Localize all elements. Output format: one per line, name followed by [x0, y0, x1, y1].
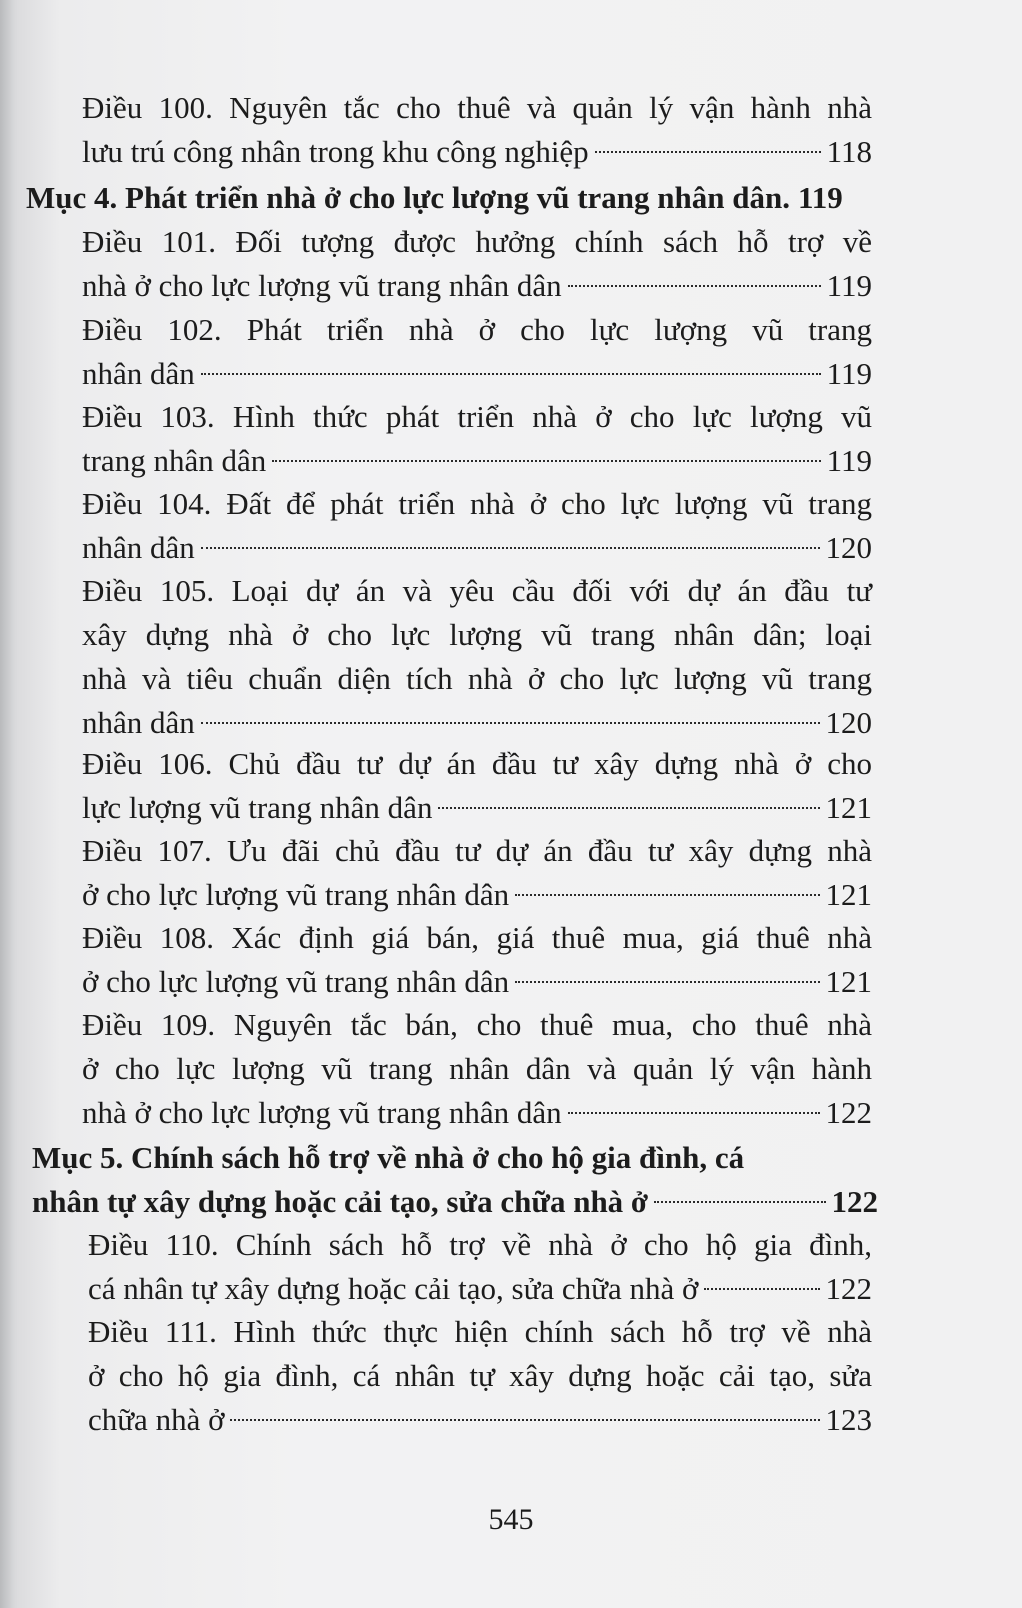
- toc-page-number: 118: [826, 134, 872, 169]
- toc-entry-line: Điều 108. Xác định giá bán, giá thuê mua, giá thuê nhà: [82, 920, 872, 955]
- toc-entry-last-line: [88, 1267, 872, 1311]
- leader-dots: [201, 722, 820, 724]
- toc-section-muc-5: [32, 1136, 878, 1224]
- toc-page-number: 120: [825, 530, 872, 565]
- toc-entry-last-line: [82, 439, 872, 483]
- toc-entry-line: chữa nhà ở: [88, 1402, 225, 1437]
- toc-entry-dieu-104: [82, 482, 872, 570]
- toc-entry-line: Điều 103. Hình thức phát triển nhà ở cho lực lượng vũ: [82, 399, 872, 434]
- toc-entry-line: trang nhân dân: [82, 443, 267, 478]
- toc-entry-dieu-108: [82, 916, 872, 1004]
- toc-page-number: 119: [826, 356, 872, 391]
- toc-entry-last-line: [82, 352, 872, 396]
- toc-section-title: nhân tự xây dựng hoặc cải tạo, sửa chữa nhà ở: [32, 1184, 649, 1219]
- leader-dots: [230, 1419, 819, 1421]
- toc-page-number: 121: [825, 964, 872, 999]
- toc-entry-line: nhân dân: [82, 705, 195, 740]
- toc-page-number: 121: [825, 790, 872, 825]
- toc-entry-last-line: [82, 130, 872, 174]
- toc-page-number: 122: [825, 1095, 872, 1130]
- toc-entry-last-line: [82, 701, 872, 745]
- toc-entry-line: nhà và tiêu chuẩn diện tích nhà ở cho lực lượng vũ trang: [82, 661, 872, 696]
- toc-entry-line: xây dựng nhà ở cho lực lượng vũ trang nhân dân; loại: [82, 617, 872, 652]
- toc-entry-line: Điều 109. Nguyên tắc bán, cho thuê mua, cho thuê nhà: [82, 1007, 872, 1042]
- leader-dots: [515, 981, 819, 983]
- page-footer-number: 545: [488, 1503, 534, 1536]
- toc-page-number: 119: [826, 268, 872, 303]
- toc-entry-dieu-102: [82, 308, 872, 396]
- toc-entry-last-line: [26, 176, 872, 220]
- leader-dots: [568, 285, 821, 287]
- toc-entry-dieu-103: [82, 395, 872, 483]
- toc-entry-last-line: [82, 786, 872, 830]
- toc-entry-dieu-111: [88, 1310, 872, 1442]
- toc-entry-dieu-106: [82, 742, 872, 830]
- toc-entry-line: Điều 110. Chính sách hỗ trợ về nhà ở cho hộ gia đình,: [88, 1227, 872, 1262]
- toc-section-muc-4: [26, 176, 872, 220]
- toc-entry-dieu-101: [82, 220, 872, 308]
- toc-entry-line: Điều 111. Hình thức thực hiện chính sách hỗ trợ về nhà: [88, 1314, 872, 1349]
- toc-entry-dieu-100: [82, 86, 872, 174]
- toc-entry-last-line: [82, 264, 872, 308]
- toc-entry-line: lực lượng vũ trang nhân dân: [82, 790, 433, 825]
- toc-page-number: 119: [826, 443, 872, 478]
- toc-page-number: 120: [825, 705, 872, 740]
- toc-entry-dieu-105: [82, 569, 872, 745]
- toc-entry-line: nhân dân: [82, 356, 195, 391]
- leader-dots: [438, 807, 819, 809]
- toc-entry-dieu-107: [82, 829, 872, 917]
- leader-dots: [654, 1201, 825, 1203]
- toc-entry-line: cá nhân tự xây dựng hoặc cải tạo, sửa chữa nhà ở: [88, 1271, 699, 1306]
- toc-page-number: 122: [831, 1184, 878, 1219]
- toc-entry-line: nhà ở cho lực lượng vũ trang nhân dân: [82, 268, 562, 303]
- leader-dots: [595, 151, 821, 153]
- toc-section-title: Mục 5. Chính sách hỗ trợ về nhà ở cho hộ gia đình, cá: [32, 1140, 745, 1175]
- leader-dots: [568, 1112, 820, 1114]
- leader-dots: [201, 373, 821, 375]
- toc-entry-line: ở cho lực lượng vũ trang nhân dân: [82, 964, 510, 999]
- toc-entry-line: Điều 105. Loại dự án và yêu cầu đối với dự án đầu tư: [82, 573, 872, 608]
- toc-entry-line: ở cho lực lượng vũ trang nhân dân và quản lý vận hành: [82, 1051, 872, 1086]
- toc-entry-line: Điều 106. Chủ đầu tư dự án đầu tư xây dựng nhà ở cho: [82, 746, 872, 781]
- toc-entry-last-line: [32, 1180, 878, 1224]
- toc-entry-dieu-110: [88, 1223, 872, 1311]
- toc-entry-last-line: [82, 1091, 872, 1135]
- toc-page-number: 122: [825, 1271, 872, 1306]
- toc-section-title: Mục 4. Phát triển nhà ở cho lực lượng vũ trang nhân dân.: [26, 180, 790, 215]
- toc-page-number: 121: [825, 877, 872, 912]
- toc-entry-last-line: [82, 873, 872, 917]
- leader-dots: [272, 460, 820, 462]
- toc-entry-line: Điều 104. Đất để phát triển nhà ở cho lực lượng vũ trang: [82, 486, 872, 521]
- toc-page-number: 119: [797, 180, 843, 215]
- toc-entry-last-line: [88, 1398, 872, 1442]
- toc-entry-line: ở cho hộ gia đình, cá nhân tự xây dựng hoặc cải tạo, sửa: [88, 1358, 872, 1393]
- leader-dots: [704, 1288, 819, 1290]
- book-spine-shadow: [0, 0, 14, 1608]
- leader-dots: [515, 894, 819, 896]
- toc-entry-line: ở cho lực lượng vũ trang nhân dân: [82, 877, 510, 912]
- toc-entry-dieu-109: [82, 1003, 872, 1135]
- toc-entry-last-line: [82, 526, 872, 570]
- toc-page-number: 123: [825, 1402, 872, 1437]
- leader-dots: [201, 547, 820, 549]
- toc-entry-last-line: [82, 960, 872, 1004]
- toc-entry-line: nhà ở cho lực lượng vũ trang nhân dân: [82, 1095, 562, 1130]
- toc-entry-line: Điều 107. Ưu đãi chủ đầu tư dự án đầu tư xây dựng nhà: [82, 833, 872, 868]
- toc-entry-line: Điều 102. Phát triển nhà ở cho lực lượng vũ trang: [82, 312, 872, 347]
- toc-entry-line: lưu trú công nhân trong khu công nghiệp: [82, 134, 589, 169]
- toc-entry-line: nhân dân: [82, 530, 195, 565]
- toc-entry-line: Điều 101. Đối tượng được hưởng chính sách hỗ trợ về: [82, 224, 872, 259]
- toc-entry-line: Điều 100. Nguyên tắc cho thuê và quản lý vận hành nhà: [82, 90, 872, 125]
